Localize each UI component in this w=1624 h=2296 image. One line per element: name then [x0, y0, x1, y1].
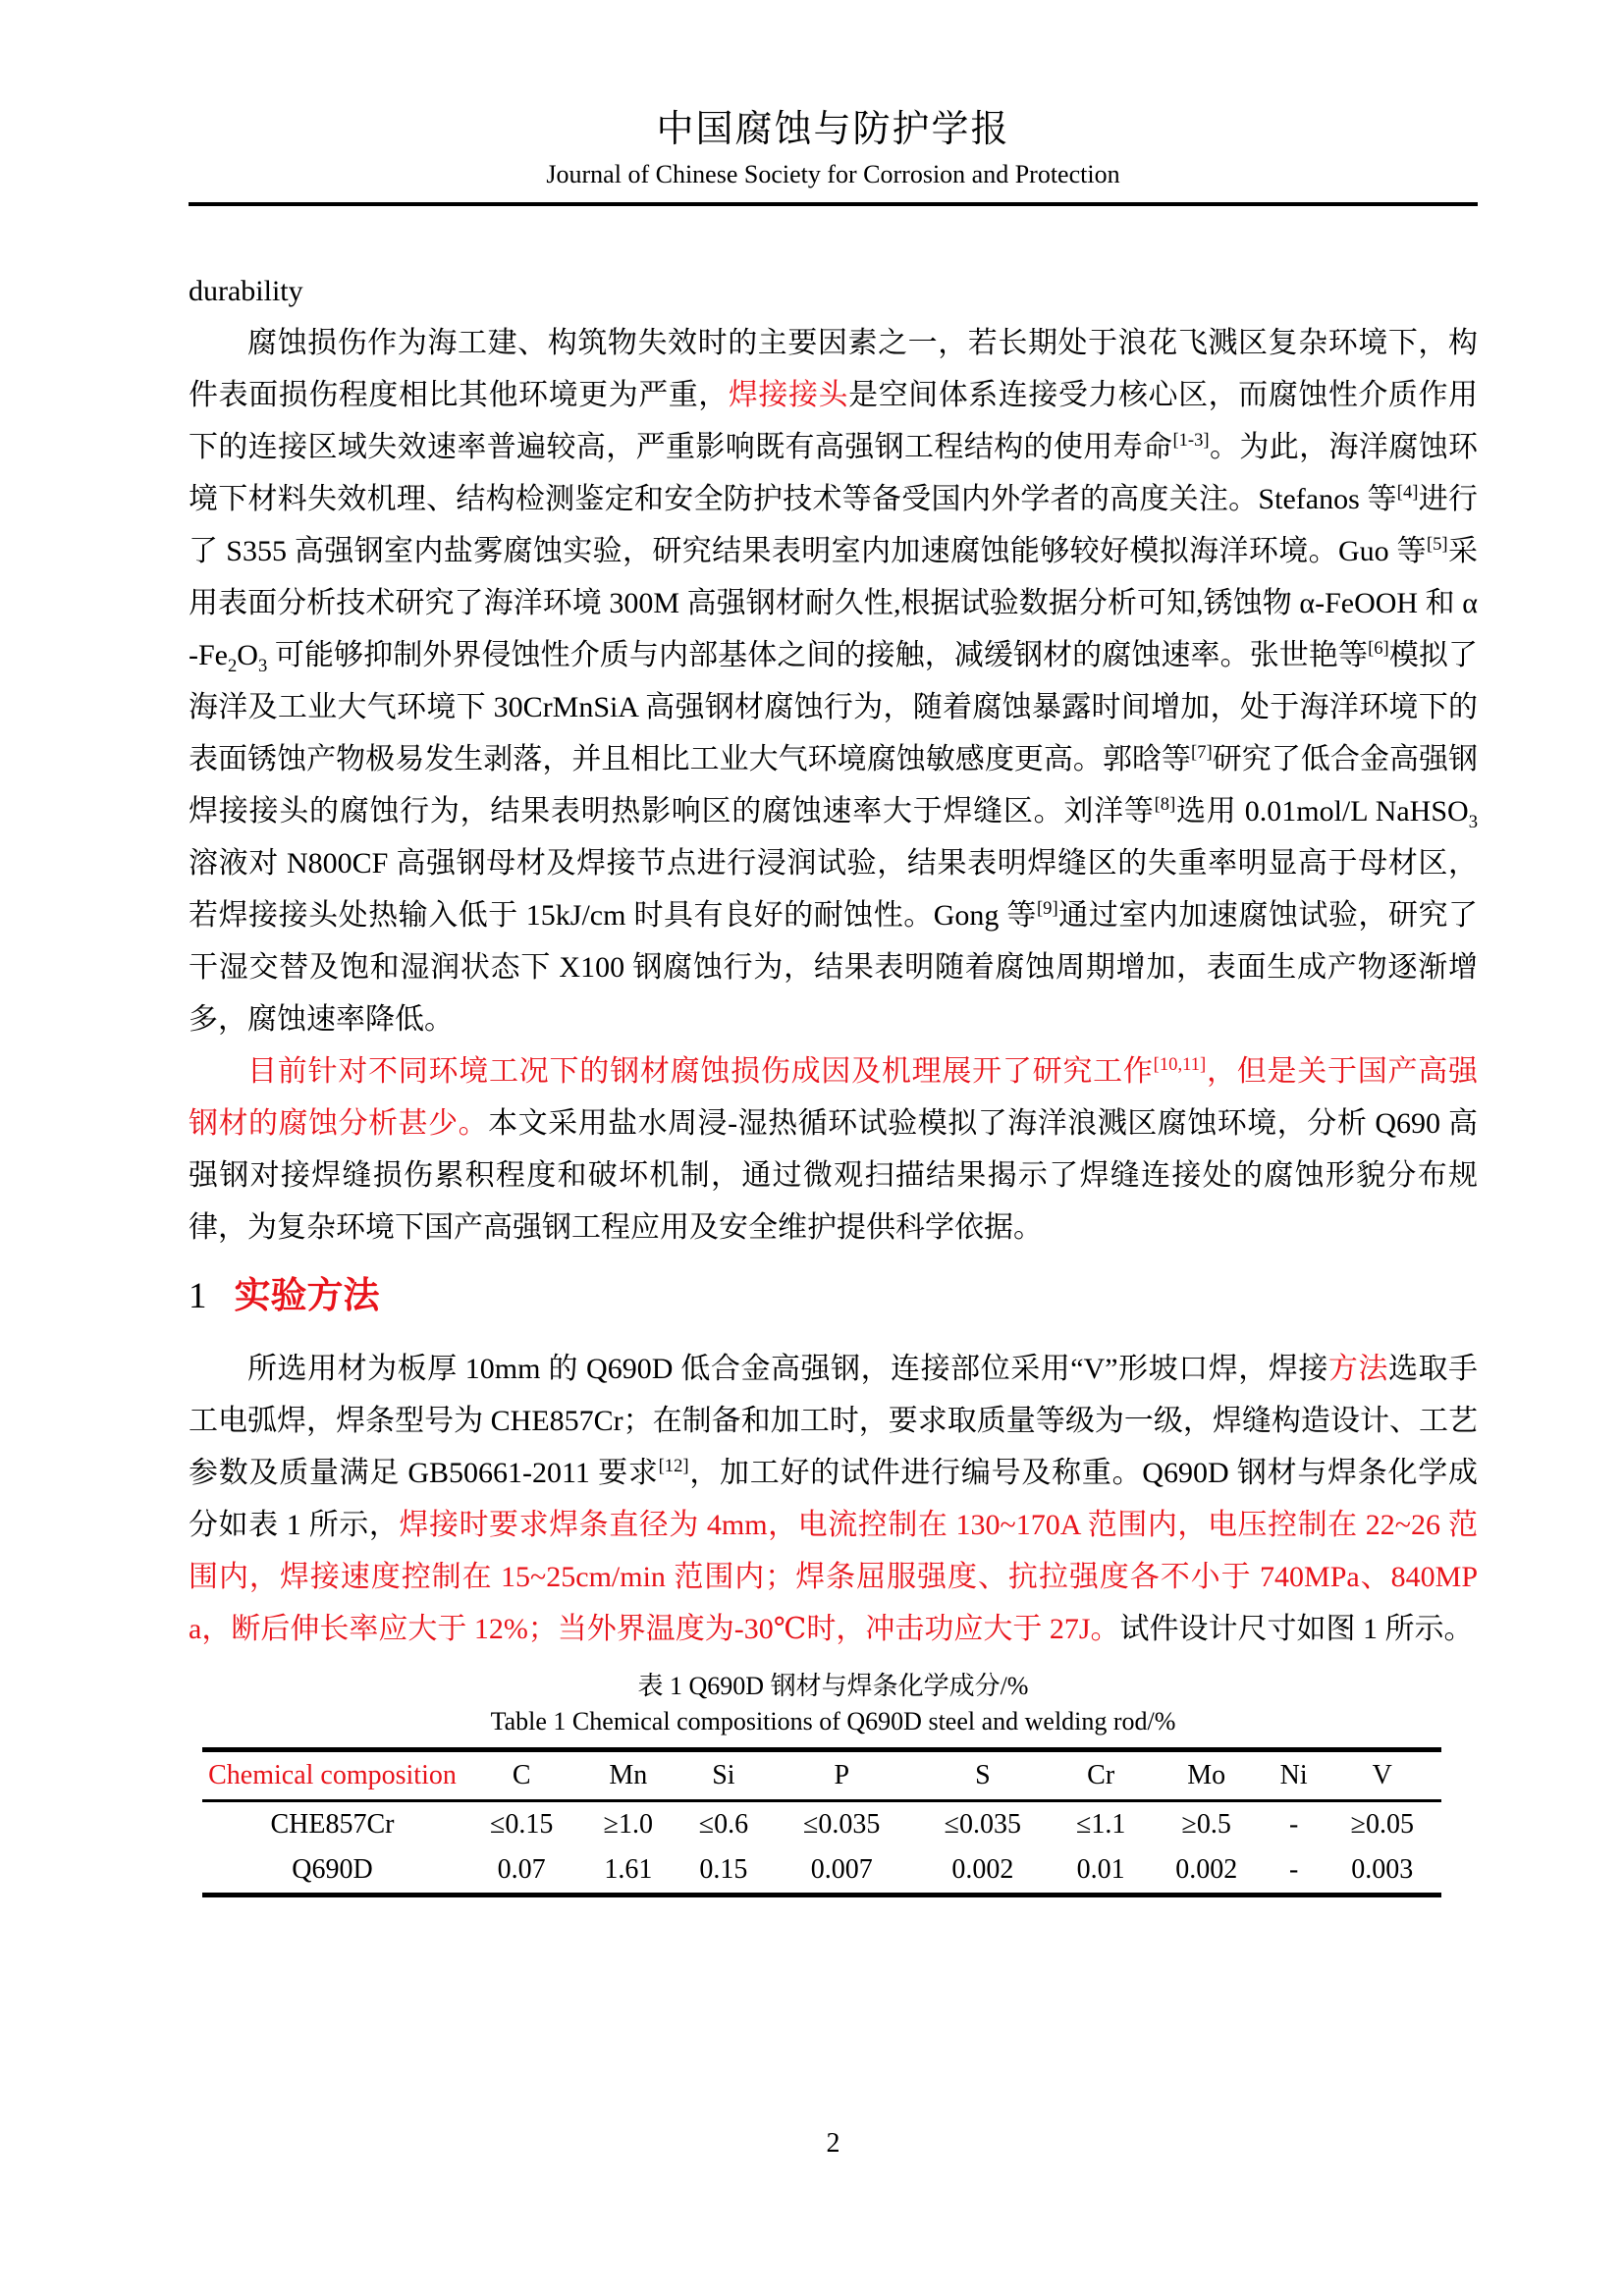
table-1-cell: 0.002	[1175, 1854, 1238, 1885]
table-1-col-header: Chemical composition	[202, 1750, 462, 1801]
text-run: 3	[1468, 812, 1478, 832]
section-1-heading	[189, 1271, 1478, 1321]
table-1-col-header: Si	[676, 1750, 771, 1801]
table-1-head	[202, 1750, 1441, 1801]
text-run: 是空间体系连接受力核心区，而腐蚀性介质作用下的连接区域失效速率普遍较高，严重影响既有高强钢工程结构的使用寿命	[189, 379, 1479, 463]
orphan-word-durability: durability	[189, 275, 303, 307]
text-run: ，加工好的试件进行编号及称重。Q690D 钢材与焊条化学成分如表 1 所示，	[189, 1457, 1478, 1541]
paragraph-purpose	[189, 1045, 1478, 1254]
text-run: [8]	[1154, 794, 1176, 815]
text-run: 模拟了海洋及工业大气环境下 30CrMnSiA 高强钢材腐蚀行为，随着腐蚀暴露时间增加，处于海洋环境下的表面锈蚀产物极易发生剥落，并且相比工业大气环境腐蚀敏感度更高。郭晗等	[189, 639, 1479, 775]
table-1-cell: 0.07	[497, 1854, 546, 1885]
table-1-cell: ≤0.035	[944, 1809, 1022, 1840]
text-run: 方法	[1327, 1353, 1388, 1385]
text-run: 进行了 S355 高强钢室内盐雾腐蚀实验，研究结果表明室内加速腐蚀能够较好模拟海洋环境。Guo 等	[189, 483, 1478, 567]
table-1-cell: -	[1289, 1854, 1299, 1885]
text-run: [9]	[1036, 898, 1058, 919]
text-run: [10,11]	[1153, 1054, 1207, 1075]
table-1-col-header: S	[912, 1750, 1054, 1801]
text-run: 所选用材为板厚 10mm 的 Q690D 低合金高强钢，连接部位采用“V”形坡口焊，焊接	[247, 1353, 1328, 1385]
header-rule	[189, 202, 1478, 206]
text-run: [7]	[1191, 742, 1213, 763]
journal-title-en: Journal of Chinese Society for Corrosion and Protection	[546, 160, 1120, 188]
table-1-col-header: C	[462, 1750, 580, 1801]
text-run: [5]	[1426, 534, 1448, 555]
table-1-row-label: CHE857Cr	[270, 1809, 395, 1840]
table-1-cell: 1.61	[604, 1854, 653, 1885]
paragraph-method	[189, 1343, 1478, 1655]
journal-title-cn: 中国腐蚀与防护学报	[656, 109, 1010, 150]
text-run: 采用表面分析技术研究了海洋环境 300M 高强钢材耐久性,根据试验数据分析可知,锈蚀物 α-FeOOH 和 α-Fe	[189, 535, 1479, 671]
table-1-cell: ≥1.0	[603, 1809, 654, 1840]
page-footer	[189, 2125, 1478, 2163]
table-1-cell: ≤0.15	[489, 1809, 554, 1840]
text-run: 试件设计尺寸如图 1 所示。	[1119, 1613, 1474, 1645]
section-1-title: 实验方法	[234, 1275, 380, 1315]
table-1-cell: ≤0.6	[698, 1809, 749, 1840]
table-1-row-label: Q690D	[292, 1854, 373, 1885]
table-1-row	[202, 1801, 1441, 1848]
text-run: [6]	[1368, 638, 1389, 659]
table-1-col-header: Cr	[1054, 1750, 1149, 1801]
text-run: 腐蚀损伤作为海工建、构筑物失效时的主要因素之一，若长期处于浪花飞溅区复杂环境下，构件表面损伤程度相比其他环境更为严重，	[189, 327, 1478, 411]
text-run: 目前针对不同环境工况下的钢材腐蚀损伤成因及机理展开了研究工作	[247, 1055, 1154, 1088]
table-1-caption-cn: 表 1 Q690D 钢材与焊条化学成分/%	[637, 1672, 1029, 1700]
text-run: [1-3]	[1172, 430, 1210, 451]
text-run: 。为此，海洋腐蚀环境下材料失效机理、结构检测鉴定和安全防护技术等备受国内外学者的高度关注。Stefanos 等	[189, 431, 1479, 515]
table-1-cell: 0.01	[1076, 1854, 1125, 1885]
text-run: 溶液对 N800CF 高强钢母材及焊接节点进行浸润试验，结果表明焊缝区的失重率明显高于母材区，若焊接接头处热输入低于 15kJ/cm 时具有良好的耐蚀性。Gong 等	[189, 847, 1478, 932]
text-run: 焊接时要求焊条直径为 4mm，电流控制在 130~170A 范围内，电压控制在 22~26 范围内，焊接速度控制在 15~25cm/min 范围内；焊条屈服强度、抗拉强度各不小于 740MPa、840MPa，断后伸长率应大于 12%；当外界温度为-30℃时，冲击功应大于 27J。	[189, 1509, 1479, 1645]
table-1-col-header: V	[1324, 1750, 1441, 1801]
text-run: ，但是关于国产高强钢材的腐蚀分析甚少。	[189, 1055, 1479, 1140]
table-1-cell: 0.007	[810, 1854, 873, 1885]
text-run: 研究了低合金高强钢焊接接头的腐蚀行为，结果表明热影响区的腐蚀速率大于焊缝区。刘洋等	[189, 743, 1479, 828]
paragraph-intro	[189, 317, 1478, 1045]
table-1-cell: -	[1289, 1809, 1299, 1840]
table-1-cell: ≤1.1	[1075, 1809, 1126, 1840]
text-run: [12]	[658, 1456, 689, 1476]
table-1-cell: ≥0.05	[1350, 1809, 1414, 1840]
section-1-number: 1	[189, 1276, 207, 1316]
text-run: 选用 0.01mol/L NaHSO	[1175, 795, 1469, 828]
table-1-cell: ≥0.5	[1181, 1809, 1231, 1840]
table-1	[202, 1747, 1441, 1897]
table-1-col-header: Mo	[1149, 1750, 1265, 1801]
table-1-cell: ≤0.035	[803, 1809, 881, 1840]
text-run: 焊接接头	[728, 379, 849, 411]
table-1-col-header: P	[771, 1750, 912, 1801]
table-1-header-row	[202, 1750, 1441, 1801]
journal-header	[189, 106, 1478, 206]
text-run: 3	[257, 656, 268, 676]
table-1-caption-en: Table 1 Chemical compositions of Q690D steel and welding rod/%	[490, 1707, 1176, 1735]
text-run: 本文采用盐水周浸-湿热循环试验模拟了海洋浪溅区腐蚀环境，分析 Q690 高强钢对接焊缝损伤累积程度和破坏机制，通过微观扫描结果揭示了焊缝连接处的腐蚀形貌分布规律，为复杂环境下国产高强钢工程应用及安全维护提供科学依据。	[189, 1107, 1479, 1244]
text-run: 选取手工电弧焊，焊条型号为 CHE857Cr；在制备和加工时，要求取质量等级为一级，焊缝构造设计、工艺参数及质量满足 GB50661-2011 要求	[189, 1353, 1479, 1489]
table-1-col-header: Ni	[1265, 1750, 1324, 1801]
text-run: 2	[228, 656, 238, 676]
text-run: [4]	[1396, 482, 1419, 503]
text-run: O	[237, 639, 258, 671]
table-1-row	[202, 1847, 1441, 1896]
page-number: 2	[826, 2128, 840, 2159]
table-1-cell: 0.15	[699, 1854, 748, 1885]
article-body	[189, 265, 1478, 1897]
table-1-cell: 0.002	[951, 1854, 1014, 1885]
table-1-col-header: Mn	[580, 1750, 676, 1801]
text-run: 可能够抑制外界侵蚀性介质与内部基体之间的接触，减缓钢材的腐蚀速率。张世艳等	[267, 639, 1369, 671]
page-content	[189, 0, 1478, 2163]
text-run: 通过室内加速腐蚀试验，研究了干湿交替及饱和湿润状态下 X100 钢腐蚀行为，结果表明随着腐蚀周期增加，表面生成产物逐渐增多，腐蚀速率降低。	[189, 899, 1479, 1036]
table-1-body	[202, 1801, 1441, 1896]
table-1-cell: 0.003	[1351, 1854, 1414, 1885]
